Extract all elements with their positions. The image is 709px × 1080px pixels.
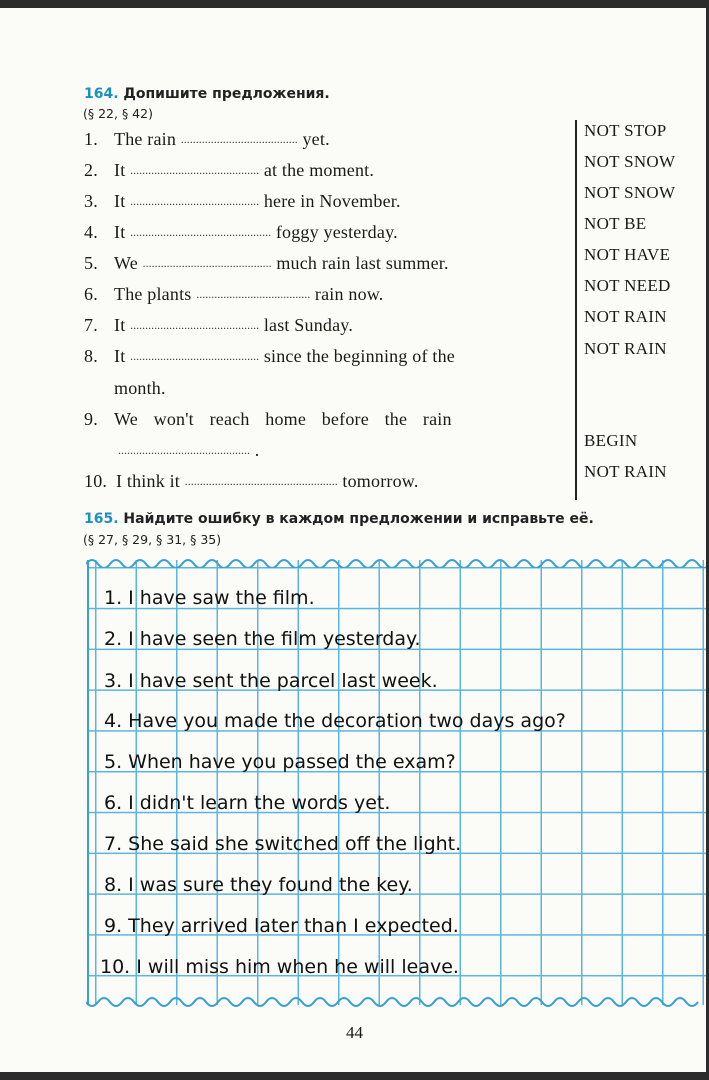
sentence-8: 8. It ........................................... since the beginning of the — [84, 342, 562, 370]
exercise-165-header — [84, 511, 594, 527]
blank-line[interactable]: ................................................... — [184, 474, 338, 488]
verb-hint: BEGIN — [584, 431, 638, 450]
verb-hint: NOT STOP — [584, 121, 667, 140]
grid-top-edge — [86, 556, 706, 568]
error-sentence-1: 1. I have saw the film. — [104, 587, 315, 609]
page-number: 44 — [346, 1023, 363, 1042]
error-sentence-2: 2. I have seen the film yesterday. — [104, 628, 421, 650]
blank-line[interactable]: ....................................... — [180, 132, 298, 146]
sentence-9: 9. We won't reach home before the rain — [84, 409, 452, 429]
blank-line[interactable]: ............................................ — [118, 443, 250, 457]
sentence-2: 2. It ........................................... at the moment. — [84, 156, 562, 184]
error-sentence-4: 4. Have you made the decoration two days ago? — [104, 710, 566, 732]
exercise-165-refs: (§ 27, § 29, § 31, § 35) — [83, 532, 222, 547]
exercise-164-number: 164. — [84, 86, 119, 102]
workbook-page — [0, 8, 706, 1072]
error-sentence-9: 9. They arrived later than I expected. — [104, 915, 459, 937]
error-sentence-6: 6. I didn't learn the words yet. — [104, 792, 391, 814]
sentence-1: 1. The rain ....................................... yet. — [84, 125, 562, 153]
exercise-165-number: 165. — [84, 511, 119, 527]
blank-line[interactable]: ............................................... — [130, 225, 272, 239]
blank-line[interactable]: ........................................... — [130, 163, 260, 177]
error-sentence-7: 7. She said she switched off the light. — [104, 833, 462, 855]
sentence-8-continued: month. — [114, 378, 166, 398]
verb-hint: NOT RAIN — [584, 307, 667, 326]
sentence-4: 4. It ............................................... foggy yesterday. — [84, 218, 562, 246]
column-divider — [575, 120, 577, 500]
exercise-165-title: Найдите ошибку в каждом предложении и исправьте её. — [123, 511, 594, 527]
verb-hint: NOT HAVE — [584, 245, 671, 264]
error-sentence-3: 3. I have sent the parcel last week. — [104, 670, 438, 692]
verb-hint: NOT SNOW — [584, 183, 676, 202]
grid-bottom-edge — [86, 996, 706, 1010]
blank-line[interactable]: ........................................... — [130, 349, 260, 363]
exercise-164-title: Допишите предложения. — [123, 86, 330, 102]
error-sentence-10: 10. I will miss him when he will leave. — [100, 956, 459, 978]
verb-hint: NOT RAIN — [584, 462, 667, 481]
exercise-164-header — [84, 86, 330, 102]
verb-hint: NOT BE — [584, 214, 647, 233]
sentence-5: 5. We ........................................... much rain last summer. — [84, 249, 562, 277]
sentence-6: 6. The plants ...................................... rain now. — [84, 280, 562, 308]
verb-hint: NOT SNOW — [584, 152, 676, 171]
sentence-10: 10. I think it ................................................... tomorrow. — [84, 467, 562, 495]
blank-line[interactable]: ........................................... — [142, 256, 272, 270]
exercise-164-refs: (§ 22, § 42) — [83, 106, 153, 121]
blank-line[interactable]: ........................................... — [130, 194, 260, 208]
error-sentence-5: 5. When have you passed the exam? — [104, 751, 456, 773]
sentence-7: 7. It ........................................... last Sunday. — [84, 311, 562, 339]
error-sentence-8: 8. I was sure they found the key. — [104, 874, 413, 896]
verb-hint: NOT RAIN — [584, 339, 667, 358]
sentence-3: 3. It ........................................... here in November. — [84, 187, 562, 215]
verb-hint: NOT NEED — [584, 276, 671, 295]
blank-line[interactable]: ...................................... — [196, 287, 311, 301]
blank-line[interactable]: ........................................... — [130, 318, 260, 332]
sentence-9-blank: ............................................ . — [118, 436, 596, 464]
